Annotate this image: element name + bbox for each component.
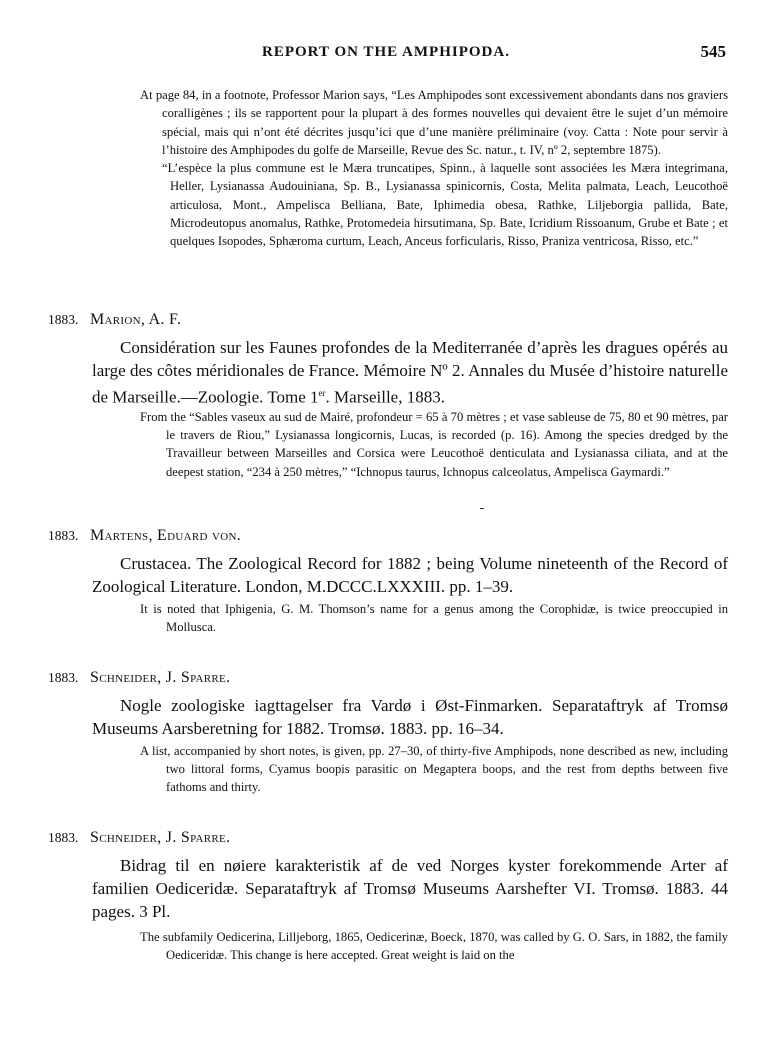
- bibliography-entry-heading: [48, 527, 241, 545]
- bibliography-entry-heading: [48, 311, 181, 329]
- entry-title: Considération sur les Faunes profondes de la Mediterranée d’après les dragues opérés au large des côtes méridionales de France. Mémoire Nº 2. Annales du Musée d’histoire naturelle de Marseille.—Zoologie. Tome 1er. Marseille, 1883.: [92, 338, 728, 407]
- intro-note-paragraph-2: “L’espèce la plus commune est le Mæra truncatipes, Spinn., à laquelle sont associées les Mæra integrimana, Heller, Lysianassa Audouiniana, Sp. B., Lysianassa spinicornis, Costa, Melita palmata, Leach, Leucothoë articulosa, Mont., Ampelisca Belliana, Bate, Iphimedia obesa, Rathke, Liljeborgia pallida, Bate, Microdeutopus anomalus, Rathke, Protomedeia hirsutimana, Sp. Bate, Icridium Rissoanum, Grube et Bate ; et quelques Isopodes, Sphæroma curtum, Leach, Anceus forficularis, Risso, Praniza ventricosa, Risso, etc.”: [162, 161, 728, 249]
- running-header: [0, 44, 776, 68]
- bibliography-entry-heading: [48, 829, 230, 847]
- entry-title: Bidrag til en nøiere karakteristik af de ved Norges kyster forekommende Arter af familien Oediceridæ. Separataftryk af Tromsø Museums Aarshefter VI. Tromsø. 1883. 44 pages. 3 Pl.: [92, 856, 728, 921]
- intro-note-paragraph-1: At page 84, in a footnote, Professor Marion says, “Les Amphipodes sont excessivement abondants dans nos graviers coralligènes ; ils se rapportent pour la plupart à des formes nouvelles qui devaient être le sujet d’un mémoire spécial, mais qui n’ont été décrites jusqu’ici que d’une manière préliminaire (voy. Catta : Note pour servir à l’histoire des Amphipodes du golfe de Marseille, Revue des Sc. natur., t. IV, nº 2, septembre 1875).: [140, 88, 728, 157]
- entry-year: 1883.: [48, 830, 79, 845]
- entry-year: 1883.: [48, 312, 79, 327]
- page-number: 545: [700, 42, 726, 61]
- bibliography-entry-heading: [48, 669, 230, 687]
- entry-title: Nogle zoologiske iagttagelser fra Vardø i Øst-Finmarken. Separataftryk af Tromsø Museums Aarsberetning for 1882. Tromsø. 1883. pp. 16–34.: [92, 696, 728, 738]
- intro-note: [140, 86, 728, 251]
- print-mark: [480, 508, 484, 509]
- entry-author: Marion, A. F.: [90, 311, 182, 328]
- entry-comment: It is noted that Iphigenia, G. M. Thomson’s name for a genus among the Corophidæ, is twice preoccupied in Mollusca.: [140, 602, 728, 635]
- entry-title: Crustacea. The Zoological Record for 1882 ; being Volume nineteenth of the Record of Zoological Literature. London, M.DCCC.LXXXIII. pp. 1–39.: [92, 554, 728, 596]
- entry-year: 1883.: [48, 670, 79, 685]
- running-title: REPORT ON THE AMPHIPODA.: [262, 44, 510, 60]
- entry-comment: From the “Sables vaseux au sud de Mairé, profondeur = 65 à 70 mètres ; et vase sableuse de 75, 80 et 90 mètres, par le travers de Riou,” Lysianassa longicornis, Lucas, is recorded (p. 16). Among the species dredged by the Travailleur between Marseilles and Corsica were Leucothoë denticulata and Lysianassa ciliata, and at the deepest station, “234 à 250 mètres,” “Ichnopus taurus, Ichnopus calceolatus, Ampelisca Gaymardi.”: [140, 410, 728, 479]
- entry-author: Schneider, J. Sparre.: [90, 669, 231, 686]
- entry-comment: A list, accompanied by short notes, is given, pp. 27–30, of thirty-five Amphipods, none described as new, including two littoral forms, Cyamus boopis parasitic on Megaptera boops, and the rest from depths between five fathoms and thirty.: [140, 744, 728, 795]
- entry-comment: The subfamily Oedicerina, Lilljeborg, 1865, Oedicerinæ, Boeck, 1870, was called by G. O. Sars, in 1882, the family Oediceridæ. This change is here accepted. Great weight is laid on the: [140, 930, 728, 963]
- entry-author: Schneider, J. Sparre.: [90, 829, 231, 846]
- entry-author: Martens, Eduard von.: [90, 527, 242, 544]
- entry-year: 1883.: [48, 528, 79, 543]
